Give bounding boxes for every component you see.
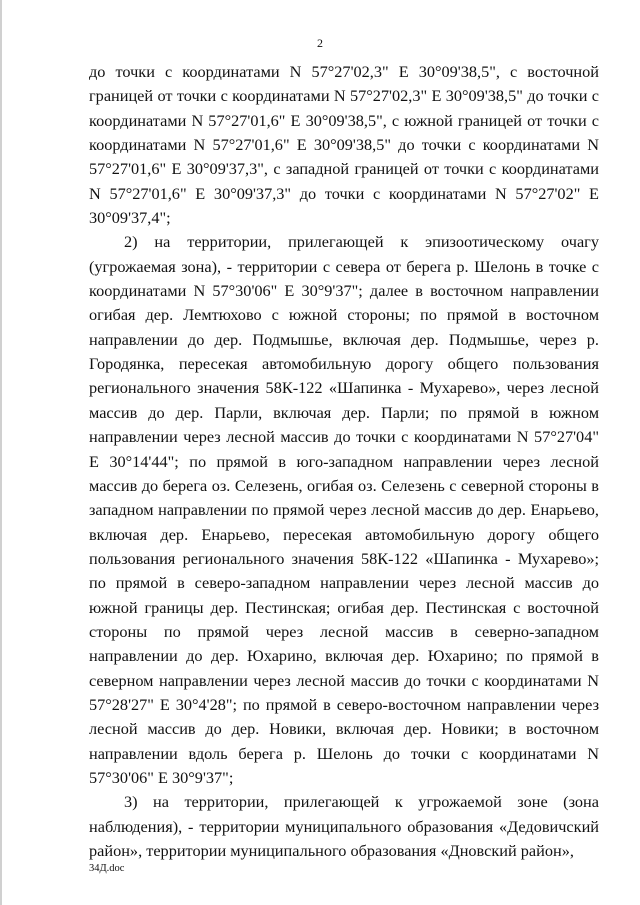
page-number: 2 [317,36,323,50]
paragraph-observation-zone: 3) на территории, прилегающей к угрожаемой зоне (зона наблюдения), - территории муниципального образования «Дедовичский район», территории муниципального образования «Дновский район», [89,792,599,860]
footer-filename: 34Д.doc [89,863,125,874]
paragraph-continuation: до точки с координатами N 57°27'02,3" E 30°09'38,5", с восточной границей от точки с координатами N 57°27'02,3" E 30°09'38,5" до точки с координатами N 57°27'01,6" E 30°09'38,5", с южной границей от точки с координатами N 57°27'01,6" E 30°09'38,5" до точки с координатами N 57°27'01,6" E 30°09'37,3", с западной границей от точки с координатами N 57°27'01,6" E 30°09'37,3" до точки с координатами N 57°27'02" E 30°09'37,4"; [89,62,599,228]
document-body [89,60,599,863]
page-edge [0,0,2,905]
paragraph-threatened-zone: 2) на территории, прилегающей к эпизоотическому очагу (угрожаемая зона), - территории с севера от берега р. Шелонь в точке с координатами N 57°30'06" E 30°9'37"; далее в восточном направлении огибая дер. Лемтюхово с южной стороны; по прямой в восточном направлении до дер. Подмышье, включая дер. Подмышье, через р. Городянка, пересекая автомобильную дорогу общего пользования регионального значения 58К-122 «Шапинка - Мухарево», через лесной массив до дер. Парли, включая дер. Парли; по прямой в южном направлении через лесной массив до точки с координатами N 57°27'04" E 30°14'44"; по прямой в юго-западном направлении через лесной массив до берега оз. Селезень, огибая оз. Селезень с северной стороны в западном направлении по прямой через лесной массив до дер. Енарьево, включая дер. Енарьево, пересекая автомобильную дорогу общего пользования регионального значения 58К-122 «Шапинка - Мухарево»; по прямой в северо-западном направлении через лесной массив до южной границы дер. Пестинская; огибая дер. Пестинская с восточной стороны по прямой через лесной массив в северно-западном направлении до дер. Юхарино, включая дер. Юхарино; по прямой в северном направлении через лесной массив до точки с координатами N 57°28'27" E 30°4'28"; по прямой в северо-восточном направлении через лесной массив до дер. Новики, включая дер. Новики; в восточном направлении вдоль берега р. Шелонь до точки с координатами N 57°30'06" E 30°9'37"; [89,232,599,787]
